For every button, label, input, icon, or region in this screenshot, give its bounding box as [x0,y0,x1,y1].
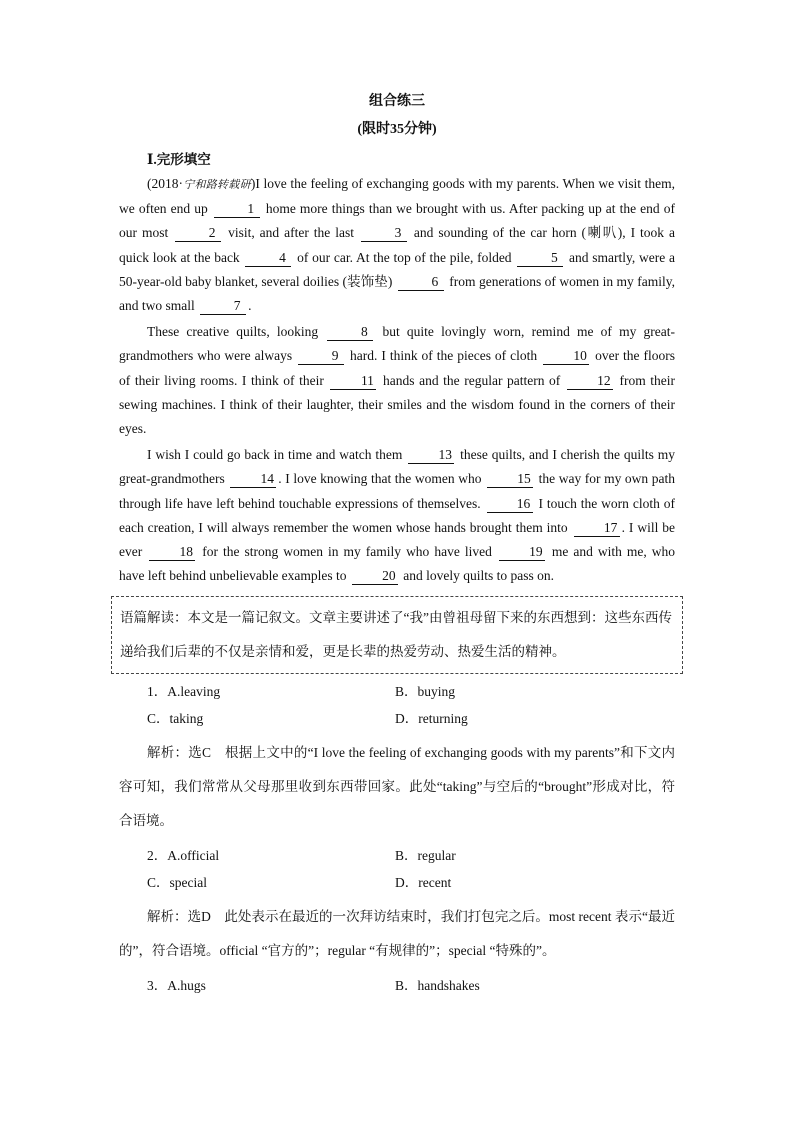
page-title: 组合练三 [369,94,425,109]
passage-paragraph-3: I wish I could go back in time and watch them 13 these quilts, and I cherish the quilts my great-grandmothers 14 . I love knowing that the women who 15 the way for my own path through life have left behind touchable expressions of themselves. 16 I touch the worn cloth of each creation, I will always remember the women whose hands brought them into 17 . I will be ever 18 for the strong women in my family who have lived 19 me and with me, who have left behind unbelievable examples to 20 and lovely quilts to pass on. [119,447,676,584]
blank-6[interactable]: 6 [398,274,444,291]
blank-14[interactable]: 14 [230,471,276,488]
blank-12[interactable]: 12 [567,373,613,390]
section-heading: Ⅰ.完形填空 [147,152,211,167]
question-3-options [119,972,675,999]
option-a[interactable]: 1．A.leaving [147,684,221,700]
passage-summary-box: 语篇解读：本文是一篇记叙文。文章主要讲述了“我”由曾祖母留下来的东西想到：这些东西传递给我们后辈的不仅是亲情和爱，更是长辈的热爱劳动、热爱生活的精神。 [111,596,683,674]
blank-18[interactable]: 18 [149,544,195,561]
blank-10[interactable]: 10 [543,348,589,365]
question-1-options [119,678,675,732]
blank-1[interactable]: 1 [214,201,260,218]
option-a[interactable]: 3．A.hugs [147,978,206,994]
option-b[interactable]: B．regular [395,848,456,864]
passage-paragraph-2: These creative quilts, looking 8 but quite lovingly worn, remind me of my great-grandmothers who were always 9 hard. I think of the pieces of cloth 10 over the floors of their living rooms. I think of their 11 hands and the regular pattern of 12 from their sewing machines. I think of their laughter, their smiles and the wisdom found in the corners of their eyes. [119,324,676,437]
blank-8[interactable]: 8 [327,324,373,341]
option-c[interactable]: C．special [147,875,207,891]
blank-5[interactable]: 5 [517,250,563,267]
blank-4[interactable]: 4 [245,250,291,267]
blank-7[interactable]: 7 [200,298,246,315]
option-a[interactable]: 2．A.official [147,848,220,864]
blank-3[interactable]: 3 [361,225,407,242]
option-d[interactable]: D．recent [395,875,452,891]
blank-19[interactable]: 19 [499,544,545,561]
blank-20[interactable]: 20 [352,568,398,585]
passage-paragraph-1: (2018·宁和路转载研)I love the feeling of exchanging goods with my parents. When we visit them, we often end up 1 home more things than we brought with us. After packing up at the end of our most 2 visit, and after the last 3 and sounding of the car horn (喇叭), I took a quick look at the back 4 of our car. At the top of the pile, folded 5 and smartly, were a 50-year-old baby blanket, several doilies (装饰垫) 6 from generations of women in my family, and two small 7 . [119,176,675,314]
question-2-options [119,842,675,896]
blank-17[interactable]: 17 [574,520,620,537]
time-limit: (限时35分钟) [357,122,437,137]
blank-16[interactable]: 16 [487,496,533,513]
source-label: (2018· [147,176,183,191]
question-1-explanation: 解析：选C 根据上文中的“I love the feeling of exchanging goods with my parents”和下文内容可知，我们常常从父母那里收到东西带回家。此处“taking”与空后的“brought”形成对比，符合语境。 [119,745,675,829]
blank-11[interactable]: 11 [330,373,376,390]
blank-2[interactable]: 2 [175,225,221,242]
document-page [119,92,675,999]
option-b[interactable]: B．buying [395,684,456,700]
option-b[interactable]: B．handshakes [395,978,480,994]
question-2-explanation: 解析：选D 此处表示在最近的一次拜访结束时，我们打包完之后。most recent 表示“最近的”，符合语境。official “官方的”；regular “有规律的”；special “特殊的”。 [119,909,675,959]
blank-13[interactable]: 13 [408,447,454,464]
option-d[interactable]: D．returning [395,711,468,727]
source-handwritten: 宁和路转载研 [183,179,251,191]
blank-9[interactable]: 9 [298,348,344,365]
option-c[interactable]: C．taking [147,711,204,727]
blank-15[interactable]: 15 [487,471,533,488]
